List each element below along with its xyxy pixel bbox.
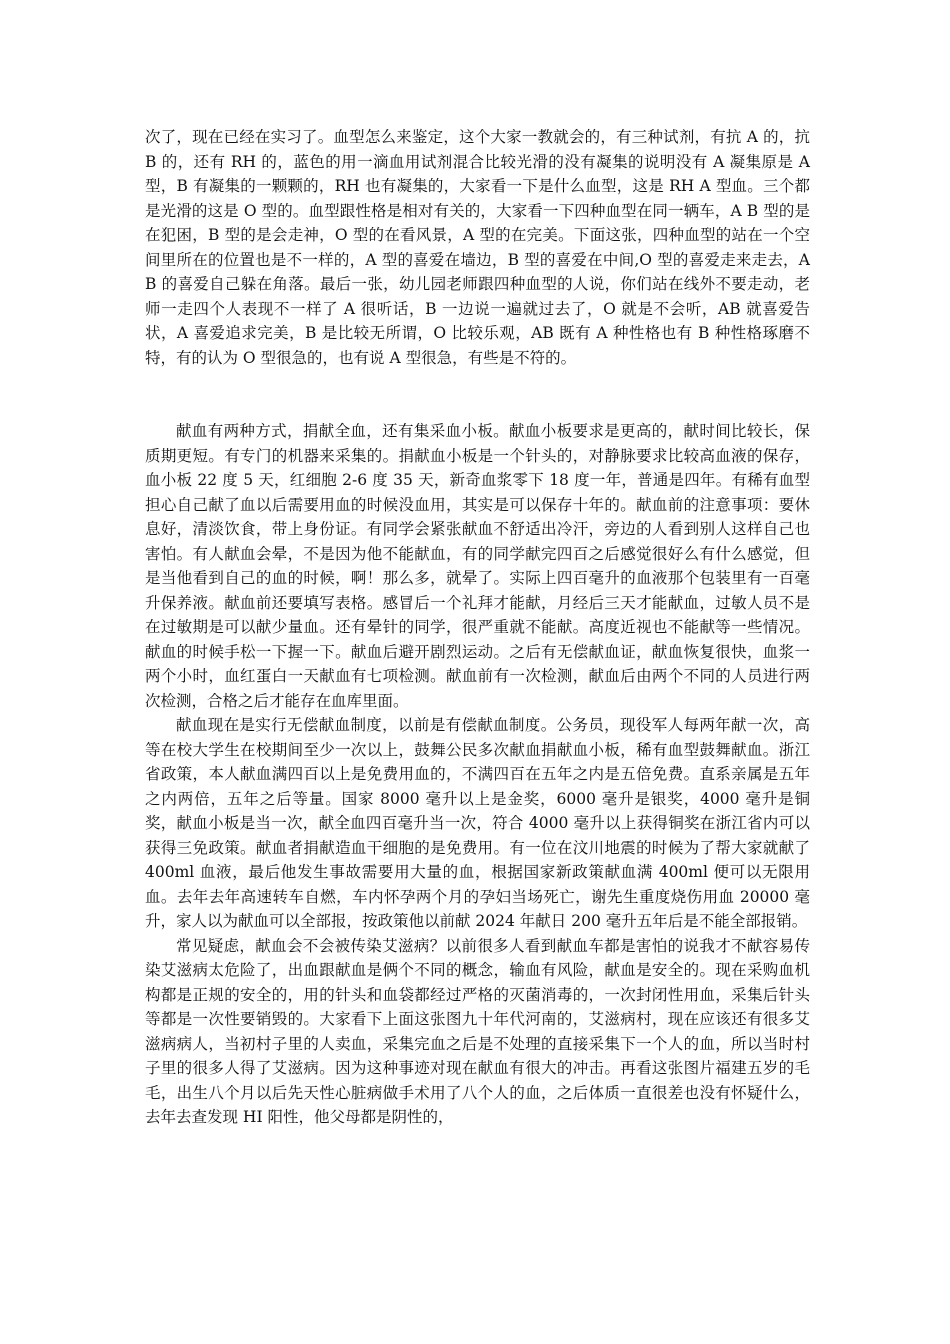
paragraph-donation-methods: 献血有两种方式，捐献全血，还有集采血小板。献血小板要求是更高的，献时间比较长，保质期更短。有专门的机器来采集的。捐献血小板是一个针头的，对静脉要求比较高血液的保存，血小板 22 度 5 天，红细胞 2-6 度 35 天，新奇血浆零下 18 度一年，普通是四年。有稀有血型担心自己献了血以后需要用血的时候没血用，其实是可以保存十年的。献血前的注意事项：要休息好，清淡饮食，带上身份证。有同学会紧张献血不舒适出冷汗，旁边的人看到别人这样自己也害怕。有人献血会晕，不是因为他不能献血，有的同学献完四百之后感觉很好么有什么感觉，但是当他看到自己的血的时候，啊！那么多，就晕了。实际上四百毫升的血液那个包装里有一百毫升保养液。献血前还要填写表格。感冒后一个礼拜才能献，月经后三天才能献血，过敏人员不是在过敏期是可以献少量血。还有晕针的同学，很严重就不能献。高度近视也不能献等一些情况。献血的时候手松一下握一下。献血后避开剧烈运动。之后有无偿献血证，献血恢复很快，血浆一两个小时，血红蛋白一天献血有七项检测。献血前有一次检测，献血后由两个不同的人员进行两次检测，合格之后才能存在血库里面。: [145, 422, 810, 710]
paragraph-blood-type-identification: 次了，现在已经在实习了。血型怎么来鉴定，这个大家一教就会的，有三种试剂，有抗 A 的，抗 B 的，还有 RH 的，蓝色的用一滴血用试剂混合比较光滑的没有凝集的说明没有 A 凝集原是 A 型，B 有凝集的一颗颗的，RH 也有凝集的，大家看一下是什么血型，这是 RH A 型血。三个都是光滑的这是 O 型的。血型跟性格是相对有关的，大家看一下四种血型在同一辆车，A B 型的是在犯困，B 型的是会走神，O 型的在看风景，A 型的在完美。下面这张，四种血型的站在一个空间里所在的位置也是不一样的，A 型的喜爱在墙边，B 型的喜爱在中间,O 型的喜爱走来走去，AB 的喜爱自己躲在角落。最后一张，幼儿园老师跟四种血型的人说，你们站在线外不要走动，老师一走四个人表现不一样了 A 很听话，B 一边说一遍就过去了，O 就是不会听，AB 就喜爱告状，A 喜爱追求完美，B 是比较无所谓，O 比较乐观，AB 既有 A 种性格也有 B 种性格琢磨不特，有的认为 O 型很急的，也有说 A 型很急，有些是不符的。: [145, 128, 810, 367]
paragraph-common-concerns: 常见疑虑，献血会不会被传染艾滋病？以前很多人看到献血车都是害怕的说我才不献容易传染艾滋病太危险了，出血跟献血是俩个不同的概念，输血有风险，献血是安全的。现在采购血机构都是正规的安全的，用的针头和血袋都经过严格的灭菌消毒的，一次封闭性用血，采集后针头等都是一次性要销毁的。大家看下上面这张图九十年代河南的，艾滋病村，现在应该还有很多艾滋病病人，当初村子里的人卖血，采集完血之后是不处理的直接采集下一个人的血，所以当时村子里的很多人得了艾滋病。因为这种事迹对现在献血有很大的冲击。再看这张图片福建五岁的毛毛，出生八个月以后先天性心脏病做手术用了八个人的血，之后体质一直很差也没有怀疑什么，去年去查发现 HI 阳性，他父母都是阴性的，: [145, 936, 810, 1126]
paragraph-donation-policy: 献血现在是实行无偿献血制度，以前是有偿献血制度。公务员，现役军人每两年献一次，高等在校大学生在校期间至少一次以上，鼓舞公民多次献血捐献血小板，稀有血型鼓舞献血。浙江省政策，本人献血满四百以上是免费用血的，不满四百在五年之内是五倍免费。直系亲属是五年之内两倍，五年之后等量。国家 8000 毫升以上是金奖，6000 毫升是银奖，4000 毫升是铜奖，献血小板是当一次，献全血四百毫升当一次，符合 4000 毫升以上获得铜奖在浙江省内可以获得三免政策。献血者捐献造血干细胞的是免费用。有一位在汶川地震的时候为了帮大家就献了 400ml 血液，最后他发生事故需要用大量的血，根据国家新政策献血满 400ml 便可以无限用血。去年去年高速转车自燃，车内怀孕两个月的孕妇当场死亡，谢先生重度烧伤用血 20000 毫升，家人以为献血可以全部报，按政策他以前献 2024 年献日 200 毫升五年后是不能全部报销。: [145, 716, 810, 930]
paragraph-gap: [145, 370, 810, 419]
document-body: [145, 125, 810, 1130]
